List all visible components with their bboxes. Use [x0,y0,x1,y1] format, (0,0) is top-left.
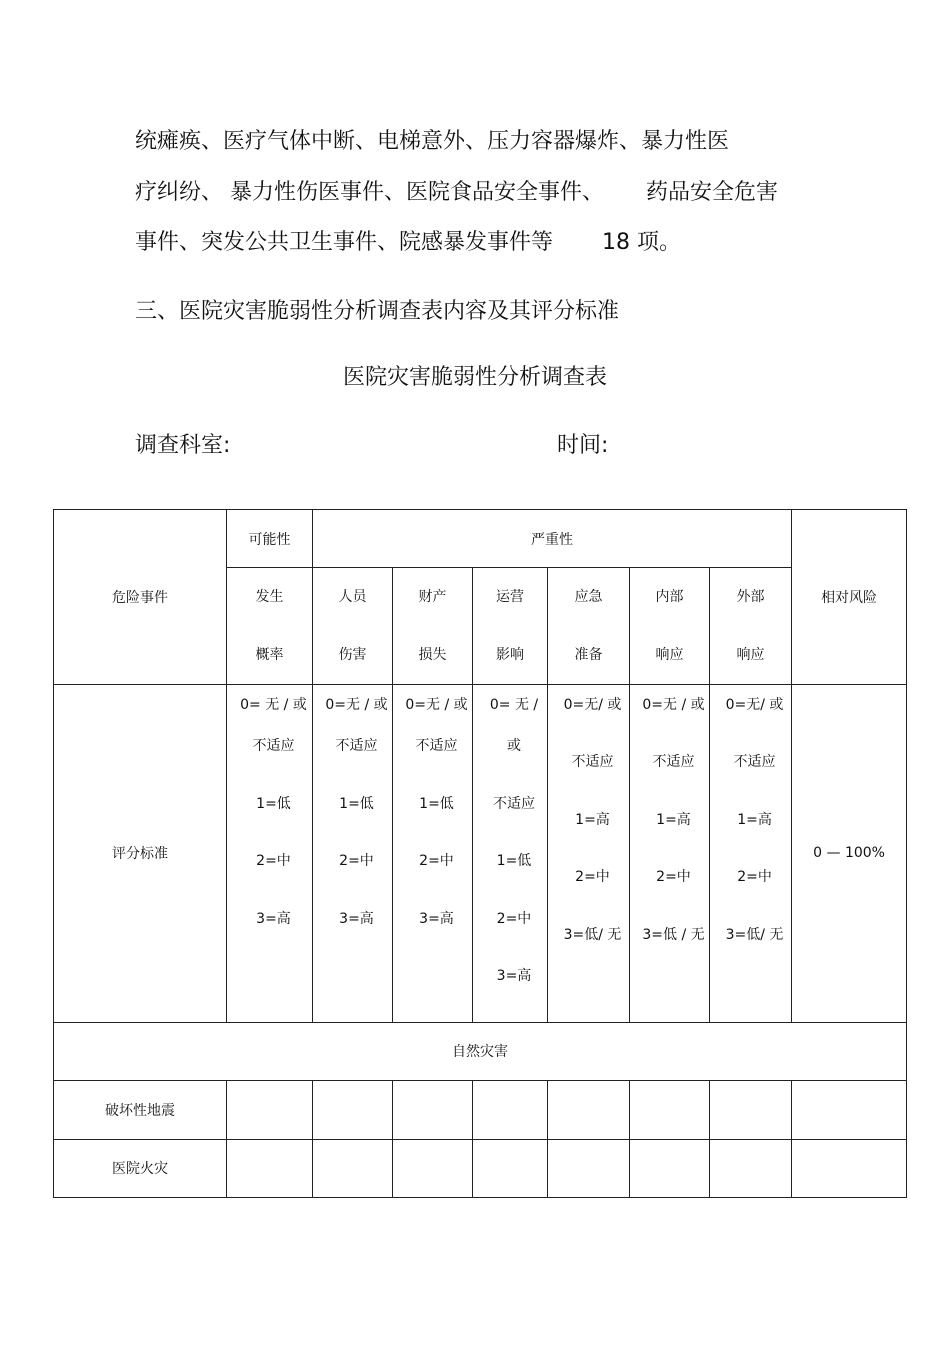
header-relative-risk: 相对风险 [792,510,907,685]
header-hazard-event: 危险事件 [54,510,227,685]
criteria-text: 不适应 [733,754,776,770]
criteria-label: 评分标准 [54,685,227,1023]
criteria-text: 1=高 [737,811,772,828]
criteria-text: 2=中 [737,869,772,885]
criteria-text: 2=中 [339,853,374,869]
criteria-text: 0=无/ 或 [563,697,622,713]
header-severity: 严重性 [313,510,792,568]
subheader-cell [227,568,313,685]
subheader-text: 伤害 [338,647,367,663]
criteria-text: 0= 无 / [489,697,539,713]
criteria-text: 0=无 / 或 [325,697,388,713]
criteria-text: 不适应 [652,754,695,770]
subheader-text: 响应 [655,647,684,663]
subheader-text: 外部 [736,589,765,605]
subheader-text: 概率 [255,647,284,663]
subheader-text: 财产 [418,589,447,605]
criteria-cell [548,685,630,1023]
criteria-text: 3=高 [256,910,291,927]
criteria-text: 0=无 / 或 [642,697,705,713]
criteria-text: 2=中 [419,853,454,869]
score-input-cell[interactable] [548,1080,630,1139]
score-input-cell[interactable] [792,1139,907,1197]
criteria-text: 不适应 [571,754,614,770]
criteria-cell [630,685,710,1023]
criteria-text: 不适应 [493,795,535,812]
subheader-cell [630,568,710,685]
score-input-cell[interactable] [473,1080,548,1139]
intro-line-2: 疗纠纷、 暴力性伤医事件、医院食品安全事件、 药品安全危害 [135,180,778,205]
score-input-cell[interactable] [710,1139,792,1197]
intro-line-1: 统瘫痪、医疗气体中断、电梯意外、压力容器爆炸、暴力性医 [135,129,730,154]
subheader-text: 影响 [496,647,524,663]
subheader-text: 准备 [574,647,603,663]
subheader-text: 响应 [736,647,765,663]
criteria-text: 3=高 [339,910,374,927]
category-natural-disaster: 自然灾害 [54,1022,907,1080]
header-possibility: 可能性 [227,510,313,568]
subheader-text: 运营 [496,589,524,605]
event-name: 破坏性地震 [54,1080,227,1139]
criteria-text: 不适应 [335,738,378,754]
criteria-text: 0=无 / 或 [405,697,468,713]
criteria-cell [710,685,792,1023]
criteria-text: 2=中 [496,910,532,927]
subheader-text: 内部 [655,589,684,605]
subheader-cell [393,568,473,685]
subheader-cell [313,568,393,685]
subheader-cell [473,568,548,685]
score-input-cell[interactable] [473,1139,548,1197]
criteria-cell [313,685,393,1023]
criteria-text: 2=中 [656,869,691,885]
subheader-text: 损失 [418,647,447,663]
score-input-cell[interactable] [393,1080,473,1139]
score-input-cell[interactable] [313,1080,393,1139]
score-input-cell[interactable] [393,1139,473,1197]
criteria-text: 3=高 [496,968,532,984]
subheader-text: 人员 [338,589,367,605]
event-name: 医院火灾 [54,1139,227,1197]
criteria-text: 0= 无 / 或 [240,697,307,713]
score-input-cell[interactable] [313,1139,393,1197]
score-input-cell[interactable] [227,1080,313,1139]
score-input-cell[interactable] [792,1080,907,1139]
criteria-text: 或 [507,738,521,754]
criteria-text: 1=高 [656,811,691,828]
time-label: 时间: [557,433,609,458]
criteria-text: 不适应 [252,738,295,754]
criteria-text: 0=无/ 或 [725,697,784,713]
criteria-text: 3=低/ 无 [563,926,622,943]
score-input-cell[interactable] [630,1080,710,1139]
section-heading: 三、医院灾害脆弱性分析调查表内容及其评分标准 [135,299,620,324]
subheader-text: 应急 [574,589,603,605]
subheader-text: 发生 [255,589,284,605]
table-title: 医院灾害脆弱性分析调查表 [342,365,607,390]
criteria-cell [393,685,473,1023]
risk-range: 0 — 100% [792,685,907,1023]
criteria-text: 1=低 [496,853,532,869]
score-input-cell[interactable] [227,1139,313,1197]
criteria-text: 1=高 [575,811,610,828]
criteria-text: 3=低/ 无 [725,926,784,943]
criteria-text: 3=低 / 无 [642,926,705,943]
subheader-cell [548,568,630,685]
criteria-text: 1=低 [339,795,374,812]
criteria-text: 3=高 [419,910,454,927]
criteria-text: 2=中 [575,869,610,885]
criteria-text: 1=低 [256,795,291,812]
criteria-text: 不适应 [415,738,458,754]
score-input-cell[interactable] [710,1080,792,1139]
criteria-cell [227,685,313,1023]
department-label: 调查科室: [135,433,231,458]
criteria-cell [473,685,548,1023]
criteria-text: 2=中 [256,853,291,869]
score-input-cell[interactable] [630,1139,710,1197]
intro-line-3: 事件、突发公共卫生事件、院感暴发事件等 18 项。 [135,230,681,255]
subheader-cell [710,568,792,685]
criteria-text: 1=低 [419,795,454,812]
vulnerability-survey-table [53,509,907,1198]
score-input-cell[interactable] [548,1139,630,1197]
